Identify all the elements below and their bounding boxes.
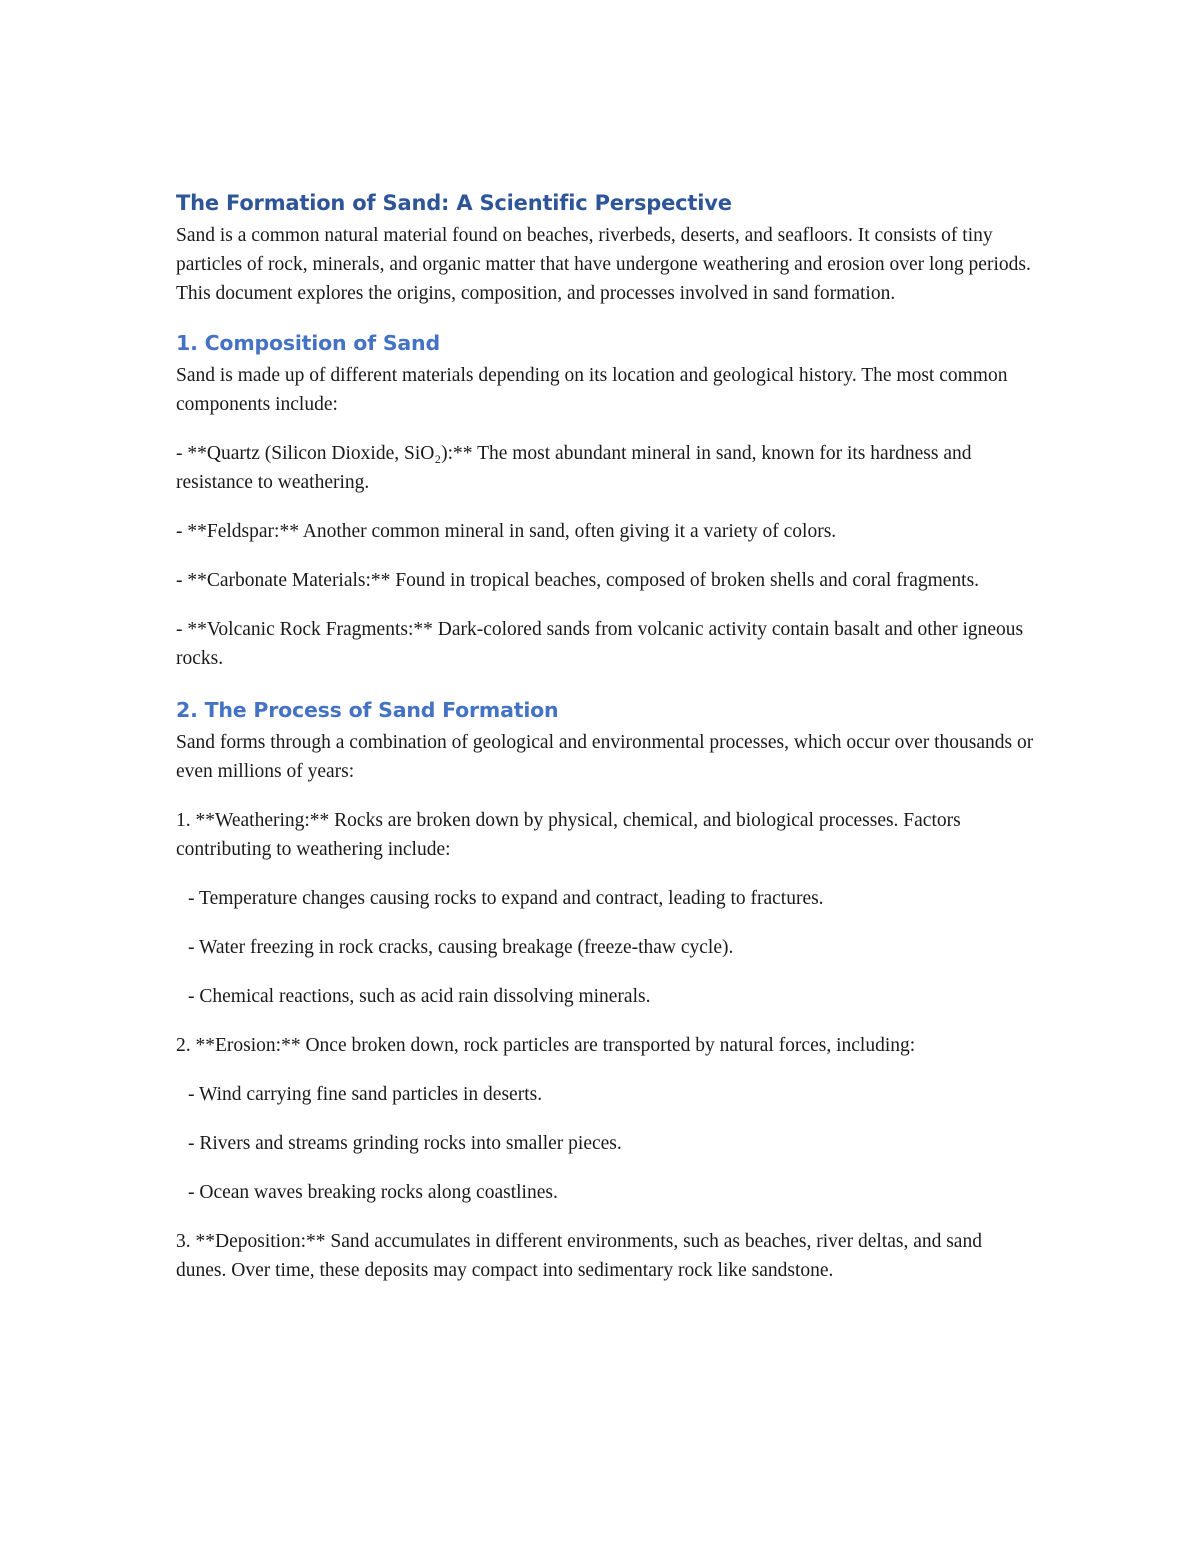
composition-intro: Sand is made up of different materials depending on its location and geological history. The most common components include: [176,365,1008,415]
subitem-wind: - Wind carrying fine sand particles in deserts. [188,1084,543,1105]
list-item-quartz: - **Quartz (Silicon Dioxide, SiO₂):** The most abundant mineral in sand, known for its hardness and resistance to weathering. [176,443,972,493]
section-heading-process: 2. The Process of Sand Formation [176,698,559,722]
section-heading-composition: 1. Composition of Sand [176,331,440,355]
document-title: The Formation of Sand: A Scientific Perspective [176,191,732,215]
subitem-rivers: - Rivers and streams grinding rocks into smaller pieces. [188,1133,622,1154]
list-item-feldspar: - **Feldspar:** Another common mineral in sand, often giving it a variety of colors. [176,521,837,542]
list-item-carbonate: - **Carbonate Materials:** Found in tropical beaches, composed of broken shells and coral fragments. [176,570,980,591]
subitem-chemical: - Chemical reactions, such as acid rain dissolving minerals. [188,986,651,1007]
step-weathering: 1. **Weathering:** Rocks are broken down by physical, chemical, and biological processes. Factors contributing to weathering include: [176,810,961,860]
subitem-temperature: - Temperature changes causing rocks to expand and contract, leading to fractures. [188,888,824,909]
document-page [176,188,1036,1305]
step-erosion: 2. **Erosion:** Once broken down, rock particles are transported by natural forces, including: [176,1035,916,1056]
subitem-ocean: - Ocean waves breaking rocks along coastlines. [188,1182,558,1203]
list-item-volcanic: - **Volcanic Rock Fragments:** Dark-colored sands from volcanic activity contain basalt and other igneous rocks. [176,619,1024,669]
subitem-freeze-thaw: - Water freezing in rock cracks, causing breakage (freeze-thaw cycle). [188,937,734,958]
process-intro: Sand forms through a combination of geological and environmental processes, which occur over thousands or even millions of years: [176,732,1034,782]
step-deposition: 3. **Deposition:** Sand accumulates in different environments, such as beaches, river deltas, and sand dunes. Over time, these deposits may compact into sedimentary rock like sandstone. [176,1231,982,1281]
intro-paragraph: Sand is a common natural material found on beaches, riverbeds, deserts, and seafloors. It consists of tiny particles of rock, minerals, and organic matter that have undergone weathering and erosion over long periods. This document explores the origins, composition, and processes involved in sand formation. [176,225,1031,304]
